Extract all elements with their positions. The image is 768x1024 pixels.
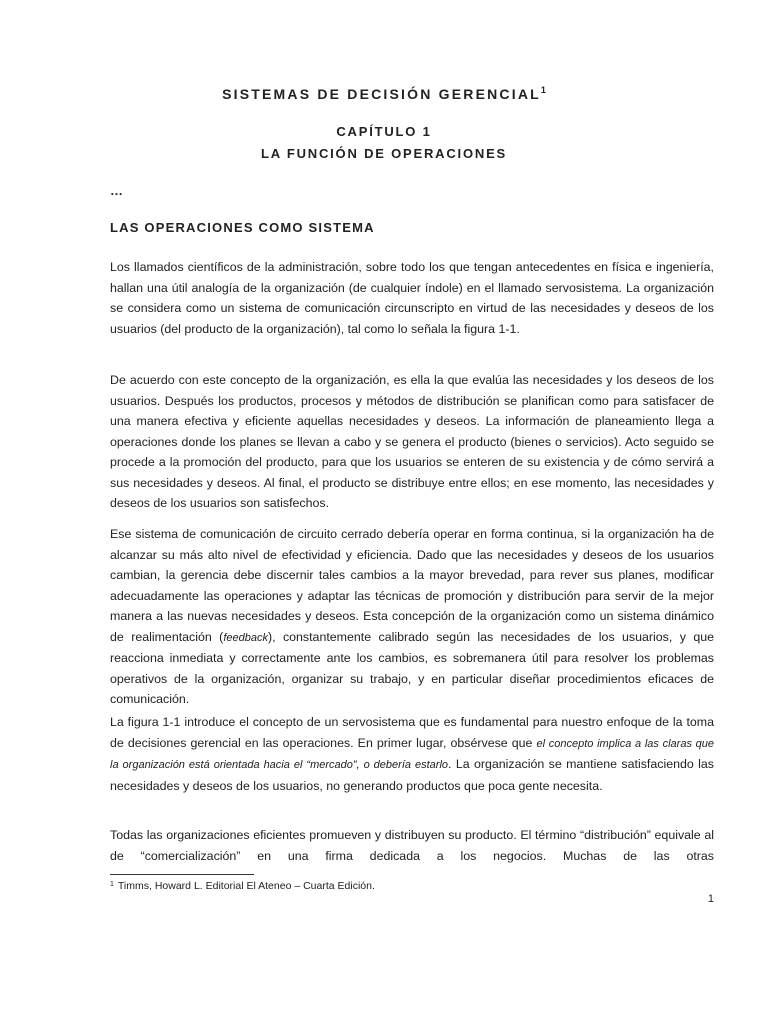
title-footnote-marker: 1 bbox=[540, 85, 546, 95]
page-number: 1 bbox=[707, 893, 714, 905]
chapter-heading: CAPÍTULO 1 bbox=[336, 124, 432, 139]
paragraph-5-container bbox=[110, 825, 714, 866]
footnote-text: Timms, Howard L. Editorial El Ateneo – Cuarta Edición. bbox=[117, 880, 375, 892]
paragraph-4-text-a: La figura 1-1 introduce el concepto de un servosistema que es fundamental para nuestro enfoque de la toma de decisiones gerencial en las operaciones. En primer lugar, obsérvese que bbox=[110, 715, 714, 750]
document-title-text: SISTEMAS DE DECISIÓN GERENCIAL bbox=[222, 86, 541, 102]
paragraph-1: Los llamados científicos de la administración, sobre todo los que tengan antecedentes en física e ingeniería, hallan una útil analogía de la organización (de cualquier índole) en el llamado servosistema. La organización se considera como un sistema de comunicación circunscripto en virtud de las necesidades y deseos de los usuarios (del producto de la organización), tal como lo señala la figura 1-1. bbox=[110, 260, 714, 336]
paragraph-3-text-b: ), constantemente calibrado según las necesidades de los usuarios, y que reacciona inmediata y correctamente ante los cambios, es sobremanera útil para resolver los problemas operativos de la organización, organizar su trabajo, y en particular diseñar procedimientos eficaces de comunicación. bbox=[110, 629, 715, 706]
chapter-subtitle: LA FUNCIÓN DE OPERACIONES bbox=[260, 146, 508, 161]
paragraph-3 bbox=[110, 524, 714, 710]
paragraph-4 bbox=[110, 712, 714, 796]
paragraph-5: Todas las organizaciones eficientes promueven y distribuyen su producto. El término “distribución” equivale al de “comercialización” en una firma dedicada a los negocios. Muchas de las otras bbox=[110, 828, 714, 863]
footnote-divider bbox=[110, 874, 254, 875]
paragraph-3-italic: feedback bbox=[223, 631, 268, 644]
footnote bbox=[110, 880, 375, 892]
document-title bbox=[0, 85, 768, 102]
paragraph-3-text-a: Ese sistema de comunicación de circuito cerrado debería operar en forma continua, si la organización ha de alcanzar su más alto nivel de efectividad y eficiencia. Dado que las necesidades y deseos de los usuarios cambian, la gerencia debe discernir tales cambios a la mayor brevedad, para rever sus planes, modificar adecuadamente las operaciones y adaptar las técnicas de promoción y distribución para servir de la mejor manera a las nuevas necesidades y deseos. Esta concepción de la organización como un sistema dinámico de realimentación ( bbox=[110, 527, 714, 644]
footnote-marker: 1 bbox=[110, 881, 114, 888]
paragraph-4-text-b: . La organización se mantiene satisfaciendo las necesidades y deseos de los usuarios, no generando productos que poca gente necesita. bbox=[110, 757, 714, 793]
paragraph-2: De acuerdo con este concepto de la organización, es ella la que evalúa las necesidades y los deseos de los usuarios. Después los productos, procesos y métodos de distribución se planifican como para satisfacer de una manera efectiva y eficiente aquellas necesidades y deseos. La información de planeamiento llega a operaciones donde los planes se llevan a cabo y se genera el producto (bienes o servicios). Acto seguido se procede a la promoción del producto, para que los usuarios se enteren de su existencia y de cómo servirá a sus necesidades y deseos. Al final, el producto se distribuye entre ellos; en ese momento, las necesidades y deseos de los usuarios son satisfechos. bbox=[110, 373, 714, 510]
paragraph-4-italic: el concepto implica a las claras que la organización está orientada hacia el “mercado”, o debería estarlo bbox=[110, 737, 715, 771]
section-heading: LAS OPERACIONES COMO SISTEMA bbox=[110, 220, 375, 235]
omission-marker: … bbox=[110, 183, 123, 198]
